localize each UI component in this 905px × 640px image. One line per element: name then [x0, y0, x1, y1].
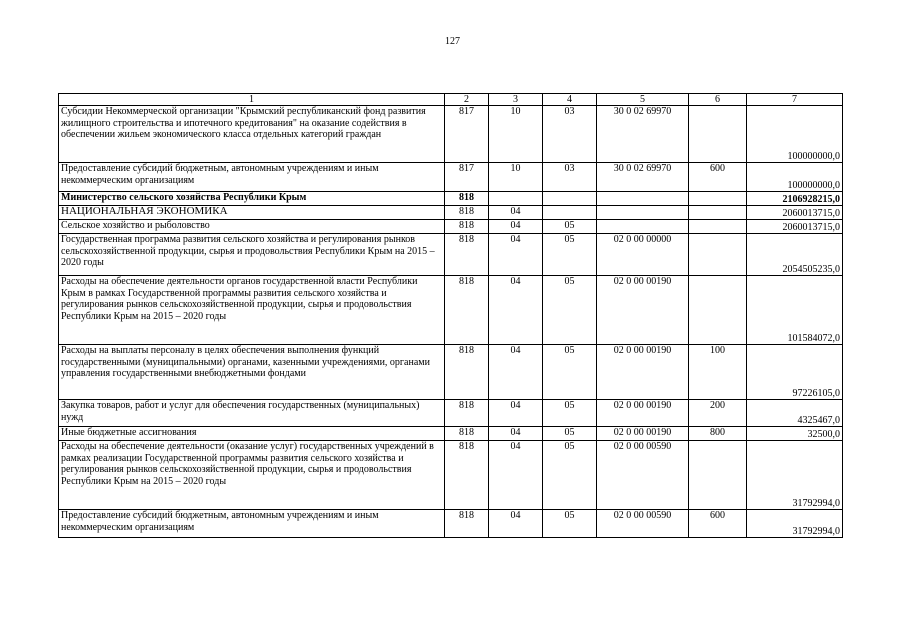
cell-ministry-code: 818: [445, 206, 489, 220]
table-row: [59, 345, 843, 400]
table-row: [59, 234, 843, 276]
cell-subsection: 05: [543, 220, 597, 234]
cell-section: 04: [489, 441, 543, 510]
cell-target-article: [597, 192, 689, 206]
cell-ministry-code: 818: [445, 276, 489, 345]
cell-subsection: 03: [543, 106, 597, 163]
cell-section: 04: [489, 427, 543, 441]
cell-amount: 2106928215,0: [747, 192, 843, 206]
cell-ministry-code: 818: [445, 400, 489, 427]
cell-target-article: 02 0 00 00190: [597, 400, 689, 427]
cell-target-article: [597, 220, 689, 234]
table-row: [59, 163, 843, 192]
cell-amount: 31792994,0: [747, 441, 843, 510]
cell-amount: 2060013715,0: [747, 206, 843, 220]
column-header: 4: [543, 94, 597, 106]
row-name: Субсидии Некоммерческой организации "Крымский республиканский фонд развития жилищного строительства и ипотечного кредитования" на оказание содействия в обеспечении жильем экономического класса отдельных категорий граждан: [59, 106, 445, 163]
cell-ministry-code: 818: [445, 441, 489, 510]
cell-amount: 4325467,0: [747, 400, 843, 427]
cell-ministry-code: 818: [445, 345, 489, 400]
cell-target-article: 30 0 02 69970: [597, 163, 689, 192]
cell-section: 04: [489, 220, 543, 234]
cell-section: 04: [489, 400, 543, 427]
cell-target-article: 02 0 00 00190: [597, 276, 689, 345]
cell-section: 04: [489, 510, 543, 538]
table-row: [59, 192, 843, 206]
row-name: НАЦИОНАЛЬНАЯ ЭКОНОМИКА: [59, 206, 445, 220]
cell-ministry-code: 818: [445, 427, 489, 441]
cell-subsection: 03: [543, 163, 597, 192]
row-name: Закупка товаров, работ и услуг для обеспечения государственных (муниципальных) нужд: [59, 400, 445, 427]
cell-ministry-code: 817: [445, 163, 489, 192]
cell-amount: 2054505235,0: [747, 234, 843, 276]
table-row: [59, 206, 843, 220]
cell-amount: 32500,0: [747, 427, 843, 441]
cell-expense-type: [689, 276, 747, 345]
cell-target-article: 02 0 00 00590: [597, 510, 689, 538]
table-row: [59, 427, 843, 441]
cell-expense-type: 600: [689, 510, 747, 538]
cell-section: 04: [489, 206, 543, 220]
cell-subsection: [543, 192, 597, 206]
cell-ministry-code: 818: [445, 192, 489, 206]
column-header: 1: [59, 94, 445, 106]
cell-target-article: 30 0 02 69970: [597, 106, 689, 163]
cell-section: 04: [489, 234, 543, 276]
row-name: Расходы на выплаты персоналу в целях обеспечения выполнения функций государственными (муниципальными) органами, казенными учреждениями, органами управления государственными внебюджетными фондами: [59, 345, 445, 400]
table-row: [59, 510, 843, 538]
cell-expense-type: [689, 192, 747, 206]
row-name: Расходы на обеспечение деятельности (оказание услуг) государственных учреждений в рамках реализации Государственной программы развития сельского хозяйства и регулирования рынков сельскохозяйственной продукции, сырья и продовольствия Республики Крым на 2015 – 2020 годы: [59, 441, 445, 510]
cell-section: 10: [489, 106, 543, 163]
cell-subsection: 05: [543, 400, 597, 427]
table-row: [59, 441, 843, 510]
row-name: Государственная программа развития сельского хозяйства и регулирования рынков сельскохозяйственной продукции, сырья и продовольствия Республики Крым на 2015 – 2020 годы: [59, 234, 445, 276]
row-name: Расходы на обеспечение деятельности органов государственной власти Республики Крым в рамках Государственной программы развития сельского хозяйства и регулирования рынков сельскохозяйственной продукции, сырья и продовольствия Республики Крым на 2015 – 2020 годы: [59, 276, 445, 345]
cell-ministry-code: 818: [445, 510, 489, 538]
cell-target-article: 02 0 00 00000: [597, 234, 689, 276]
cell-expense-type: [689, 220, 747, 234]
page-number: 127: [445, 36, 460, 47]
cell-expense-type: [689, 234, 747, 276]
cell-subsection: 05: [543, 441, 597, 510]
cell-expense-type: 100: [689, 345, 747, 400]
cell-section: 10: [489, 163, 543, 192]
row-name: Сельское хозяйство и рыболовство: [59, 220, 445, 234]
cell-amount: 97226105,0: [747, 345, 843, 400]
cell-target-article: 02 0 00 00590: [597, 441, 689, 510]
cell-subsection: [543, 206, 597, 220]
column-header: 2: [445, 94, 489, 106]
table-header-row: [59, 94, 843, 106]
cell-expense-type: 200: [689, 400, 747, 427]
cell-amount: 2060013715,0: [747, 220, 843, 234]
column-header: 5: [597, 94, 689, 106]
row-name: Иные бюджетные ассигнования: [59, 427, 445, 441]
cell-target-article: [597, 206, 689, 220]
cell-amount: 100000000,0: [747, 106, 843, 163]
cell-expense-type: [689, 441, 747, 510]
table-row: [59, 220, 843, 234]
row-name: Министерство сельского хозяйства Республики Крым: [59, 192, 445, 206]
cell-subsection: 05: [543, 345, 597, 400]
cell-section: 04: [489, 276, 543, 345]
cell-target-article: 02 0 00 00190: [597, 345, 689, 400]
cell-amount: 101584072,0: [747, 276, 843, 345]
table-row: [59, 106, 843, 163]
cell-ministry-code: 818: [445, 234, 489, 276]
cell-expense-type: 600: [689, 163, 747, 192]
table-row: [59, 400, 843, 427]
budget-table: [58, 93, 843, 538]
cell-amount: 31792994,0: [747, 510, 843, 538]
cell-ministry-code: 818: [445, 220, 489, 234]
column-header: 6: [689, 94, 747, 106]
cell-expense-type: 800: [689, 427, 747, 441]
cell-subsection: 05: [543, 234, 597, 276]
row-name: Предоставление субсидий бюджетным, автономным учреждениям и иным некоммерческим организациям: [59, 163, 445, 192]
cell-ministry-code: 817: [445, 106, 489, 163]
table-row: [59, 276, 843, 345]
column-header: 3: [489, 94, 543, 106]
cell-target-article: 02 0 00 00190: [597, 427, 689, 441]
row-name: Предоставление субсидий бюджетным, автономным учреждениям и иным некоммерческим организациям: [59, 510, 445, 538]
cell-subsection: 05: [543, 276, 597, 345]
cell-subsection: 05: [543, 427, 597, 441]
column-header: 7: [747, 94, 843, 106]
cell-section: 04: [489, 345, 543, 400]
cell-section: [489, 192, 543, 206]
cell-amount: 100000000,0: [747, 163, 843, 192]
cell-expense-type: [689, 206, 747, 220]
cell-expense-type: [689, 106, 747, 163]
cell-subsection: 05: [543, 510, 597, 538]
